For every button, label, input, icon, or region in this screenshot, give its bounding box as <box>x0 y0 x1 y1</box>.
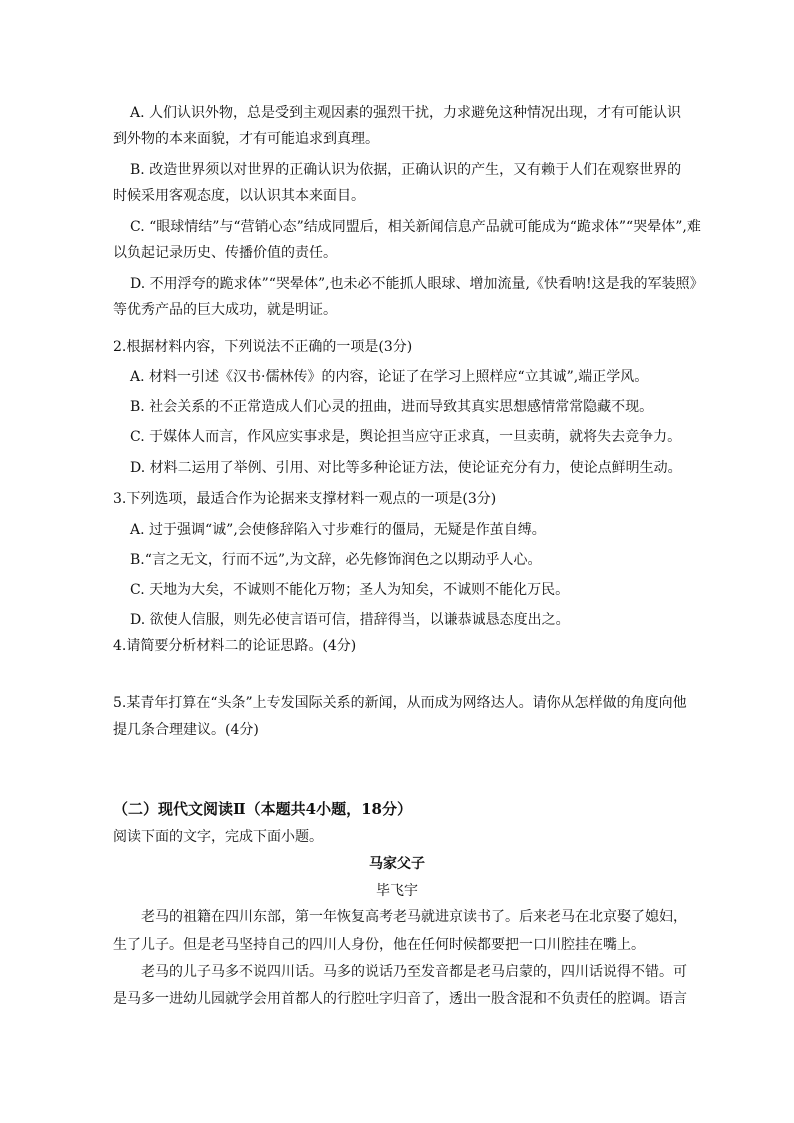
paragraph-2-line1: 老马的儿子马多不说四川话。马多的说话乃至发音都是老马启蒙的，四川话说得不错。可 <box>141 964 687 980</box>
option-b-line1: B. 改造世界须以对世界的正确认识为依据，正确认识的产生，又有赖于人们在观察世界的 <box>130 162 682 178</box>
question-4: 4.请简要分析材料二的论证思路。(4分) <box>113 638 357 654</box>
option-a-line2: 到外物的本来面貌，才有可能追求到真理。 <box>113 131 379 147</box>
reading-instruction: 阅读下面的文字，完成下面小题。 <box>113 829 323 845</box>
question-2: 2.根据材料内容，下列说法不正确的一项是(3分) <box>113 339 413 355</box>
question-3-option-a: A. 过于强调“诚”,会使修辞陷入寸步难行的僵局，无疑是作茧自缚。 <box>130 522 546 538</box>
question-2-option-a: A. 材料一引述《汉书·儒林传》的内容，论证了在学习上照样应“立其诚”,端正学风。 <box>130 369 649 385</box>
question-3-option-d: D. 欲使人信服，则先必使言语可信，措辞得当，以谦恭诚恳态度出之。 <box>130 612 570 628</box>
question-2-option-b: B. 社会关系的不正常造成人们心灵的扭曲，进而导致其真实思想感情常常隐藏不现。 <box>130 399 654 415</box>
question-3: 3.下列选项，最适合作为论据来支撑材料一观点的一项是(3分) <box>113 491 497 507</box>
section-heading: （二）现代文阅读Ⅱ（本题共4小题，18分） <box>113 800 412 818</box>
option-d-line2: 等优秀产品的巨大成功，就是明证。 <box>113 302 337 318</box>
question-2-option-c: C. 于媒体人而言，作风应实事求是，舆论担当应守正求真，一旦卖萌，就将失去竞争力。 <box>130 429 682 445</box>
paragraph-1-line1: 老马的祖籍在四川东部，第一年恢复高考老马就进京读书了。后来老马在北京娶了媳妇， <box>141 909 687 925</box>
option-a-line1: A. 人们认识外物，总是受到主观因素的强烈干扰，力求避免这种情况出现，才有可能认识 <box>130 105 682 121</box>
story-title: 马家父子 <box>369 856 425 872</box>
question-3-option-c: C. 天地为大矣，不诚则不能化万物；圣人为知矣，不诚则不能化万民。 <box>130 582 570 598</box>
story-author: 毕飞宇 <box>376 883 418 899</box>
paragraph-2-line2: 是马多一进幼儿园就学会用首都人的行腔吐字归音了，透出一股含混和不负责任的腔调。语言 <box>113 991 687 1007</box>
option-b-line2: 时候采用客观态度，以认识其本来面目。 <box>113 188 365 204</box>
option-c-line2: 以负起记录历史、传播价值的责任。 <box>113 245 337 261</box>
question-5-line2: 提几条合理建议。(4分) <box>113 722 259 738</box>
option-c-line1: C. “眼球情结”与“营销心态”结成同盟后，相关新闻信息产品就可能成为“跪求体”“哭晕体”,难 <box>130 219 701 235</box>
question-2-option-d: D. 材料二运用了举例、引用、对比等多种论证方法，使论证充分有力，使论点鲜明生动。 <box>130 460 682 476</box>
paragraph-1-line2: 生了儿子。但是老马坚持自己的四川人身份，他在任何时候都要把一口川腔挂在嘴上。 <box>113 937 645 953</box>
option-d-line1: D. 不用浮夸的跪求体”“哭晕体”,也未必不能抓人眼球、增加流量,《快看呐!这是我的军装照》 <box>130 276 704 292</box>
question-5-line1: 5.某青年打算在“头条”上专发国际关系的新闻，从而成为网络达人。请你从怎样做的角度向他 <box>113 695 687 711</box>
question-3-option-b: B.“言之无文，行而不远”,为文辞，必先修饰润色之以期动乎人心。 <box>130 552 542 568</box>
